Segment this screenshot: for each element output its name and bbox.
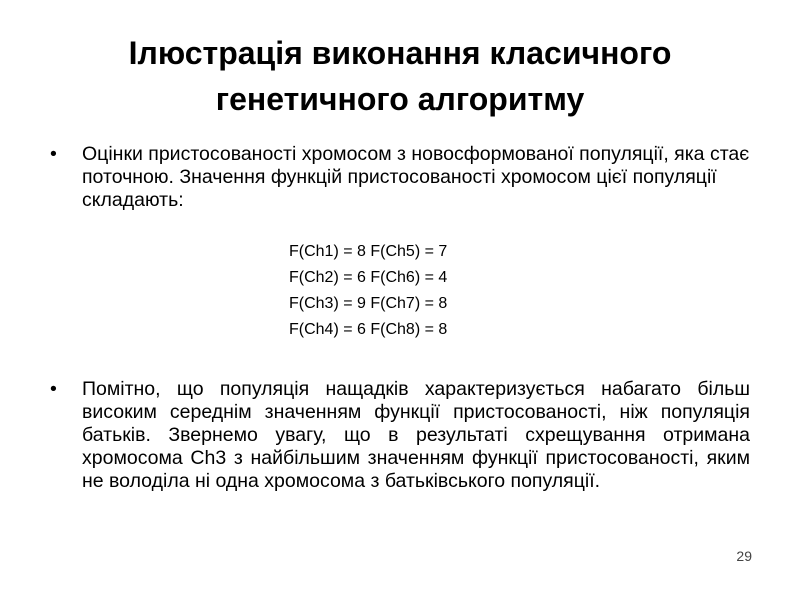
bullet-icon: • [50, 378, 57, 400]
fitness-values-list [289, 239, 447, 343]
bullet-icon: • [50, 143, 57, 165]
bullet-text: Помітно, що популяція нащадків характеризується набагато більш високим середнім значенням функції пристосованості, ніж популяція батьків. Звернемо увагу, що в результаті схрещування отримана хромосома Ch3 з найбільшим значенням функції пристосованості, яким не володіла ні одна хромосома з батьківського популяції. [82, 378, 750, 492]
bullet-text: Оцінки пристосованості хромосом з новосформованої популяції, яка стає поточною. Значення функцій пристосованості хромосом цієї популяції складають: [82, 143, 750, 211]
fitness-row: F(Ch1) = 8 F(Ch5) = 7 [289, 243, 448, 260]
page-number: 29 [736, 548, 752, 564]
bullet-item-fitness-intro [50, 143, 750, 212]
fitness-row: F(Ch3) = 9 F(Ch7) = 8 [289, 295, 448, 312]
slide-title: Ілюстрація виконання класичного генетичного алгоритму [128, 35, 672, 117]
bullet-item-conclusion [50, 378, 750, 493]
fitness-row: F(Ch4) = 6 F(Ch8) = 8 [289, 321, 448, 338]
fitness-row: F(Ch2) = 6 F(Ch6) = 4 [289, 269, 448, 286]
